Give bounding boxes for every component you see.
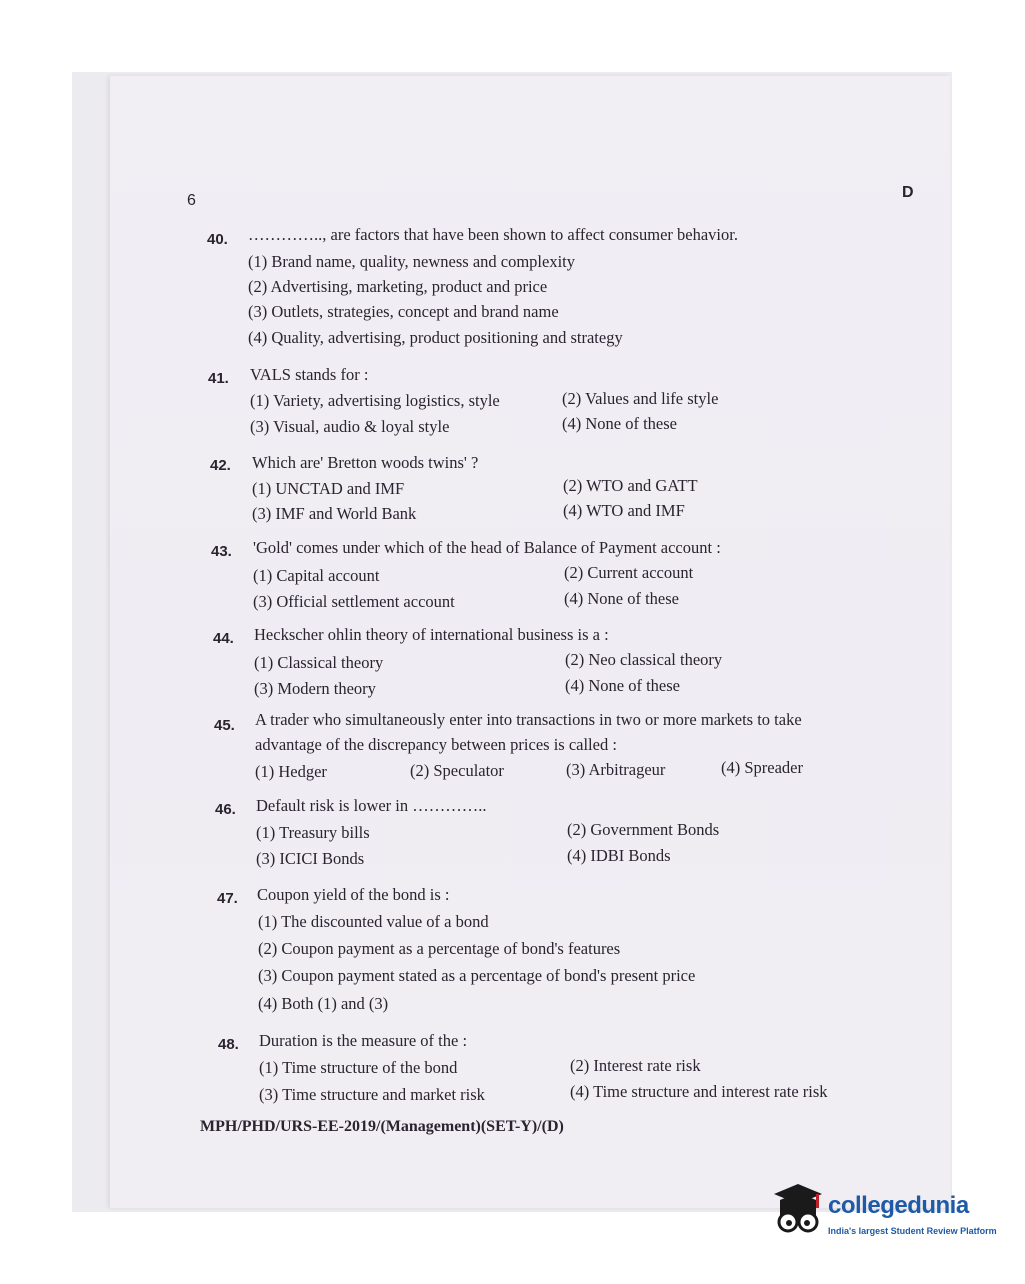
option: (4) Both (1) and (3)	[258, 994, 389, 1013]
option: (4) Quality, advertising, product positioning and strategy	[248, 328, 623, 347]
question-number: 44.	[213, 630, 234, 647]
question-number: 41.	[208, 370, 229, 387]
option: (2) Advertising, marketing, product and price	[248, 277, 548, 296]
question-number: 48.	[218, 1036, 239, 1053]
question-text: Which are' Bretton woods twins' ?	[252, 453, 479, 472]
option: (1) Hedger	[255, 762, 327, 781]
graduate-mascot-icon	[768, 1178, 828, 1248]
question-number: 42.	[210, 457, 231, 474]
option: (2) Current account	[564, 563, 694, 582]
option: (1) The discounted value of a bond	[258, 912, 489, 931]
page-number: 6	[187, 192, 196, 209]
option: (1) UNCTAD and IMF	[252, 479, 405, 498]
question-text: Default risk is lower in …………..	[256, 796, 487, 815]
option: (4) Time structure and interest rate risk	[570, 1082, 828, 1101]
logo-tagline: India's largest Student Review Platform	[828, 1226, 997, 1236]
option: (1) Treasury bills	[256, 823, 370, 842]
logo-wordmark: collegedunia	[828, 1192, 969, 1219]
option: (2) Neo classical theory	[565, 650, 723, 669]
option: (4) Spreader	[721, 758, 804, 777]
paper-code-footer: MPH/PHD/URS-EE-2019/(Management)(SET-Y)/(D)	[200, 1118, 564, 1135]
question-number: 43.	[211, 543, 232, 560]
option: (1) Time structure of the bond	[259, 1058, 458, 1077]
option: (2) Values and life style	[562, 389, 719, 408]
option: (4) None of these	[564, 589, 680, 608]
question-number: 40.	[207, 231, 228, 248]
option: (1) Brand name, quality, newness and complexity	[248, 252, 576, 271]
option: (1) Variety, advertising logistics, style	[250, 391, 500, 410]
question-number: 47.	[217, 890, 238, 907]
option: (3) Modern theory	[254, 679, 376, 698]
option: (3) Outlets, strategies, concept and brand name	[248, 302, 559, 321]
option: (3) Visual, audio & loyal style	[250, 417, 450, 436]
question-text: A trader who simultaneously enter into transactions in two or more markets to take	[255, 710, 802, 729]
option: (1) Capital account	[253, 566, 380, 585]
option: (3) IMF and World Bank	[252, 504, 417, 523]
question-text-continued: advantage of the discrepancy between prices is called :	[255, 735, 617, 754]
option: (2) Government Bonds	[567, 820, 720, 839]
option: (4) IDBI Bonds	[567, 846, 671, 865]
question-text: VALS stands for :	[250, 365, 369, 384]
option: (2) Speculator	[410, 761, 504, 780]
question-text: 'Gold' comes under which of the head of Balance of Payment account :	[253, 538, 721, 557]
collegedunia-logo	[768, 1178, 997, 1248]
option: (3) Official settlement account	[253, 592, 455, 611]
option: (3) ICICI Bonds	[256, 849, 365, 868]
option: (4) None of these	[562, 414, 678, 433]
question-text: Duration is the measure of the :	[259, 1031, 468, 1050]
set-letter: D	[902, 184, 914, 201]
question-number: 46.	[215, 801, 236, 818]
option: (4) None of these	[565, 676, 681, 695]
option: (4) WTO and IMF	[563, 501, 685, 520]
option: (3) Coupon payment stated as a percentage of bond's present price	[258, 966, 696, 985]
option: (3) Time structure and market risk	[259, 1085, 485, 1104]
option: (2) Interest rate risk	[570, 1056, 701, 1075]
option: (3) Arbitrageur	[566, 760, 666, 779]
question-number: 45.	[214, 717, 235, 734]
question-text: Heckscher ohlin theory of international business is a :	[254, 625, 609, 644]
question-text: Coupon yield of the bond is :	[257, 885, 450, 904]
question-text: ………….., are factors that have been shown to affect consumer behavior.	[248, 225, 738, 244]
option: (1) Classical theory	[254, 653, 384, 672]
option: (2) Coupon payment as a percentage of bond's features	[258, 939, 621, 958]
option: (2) WTO and GATT	[563, 476, 698, 495]
